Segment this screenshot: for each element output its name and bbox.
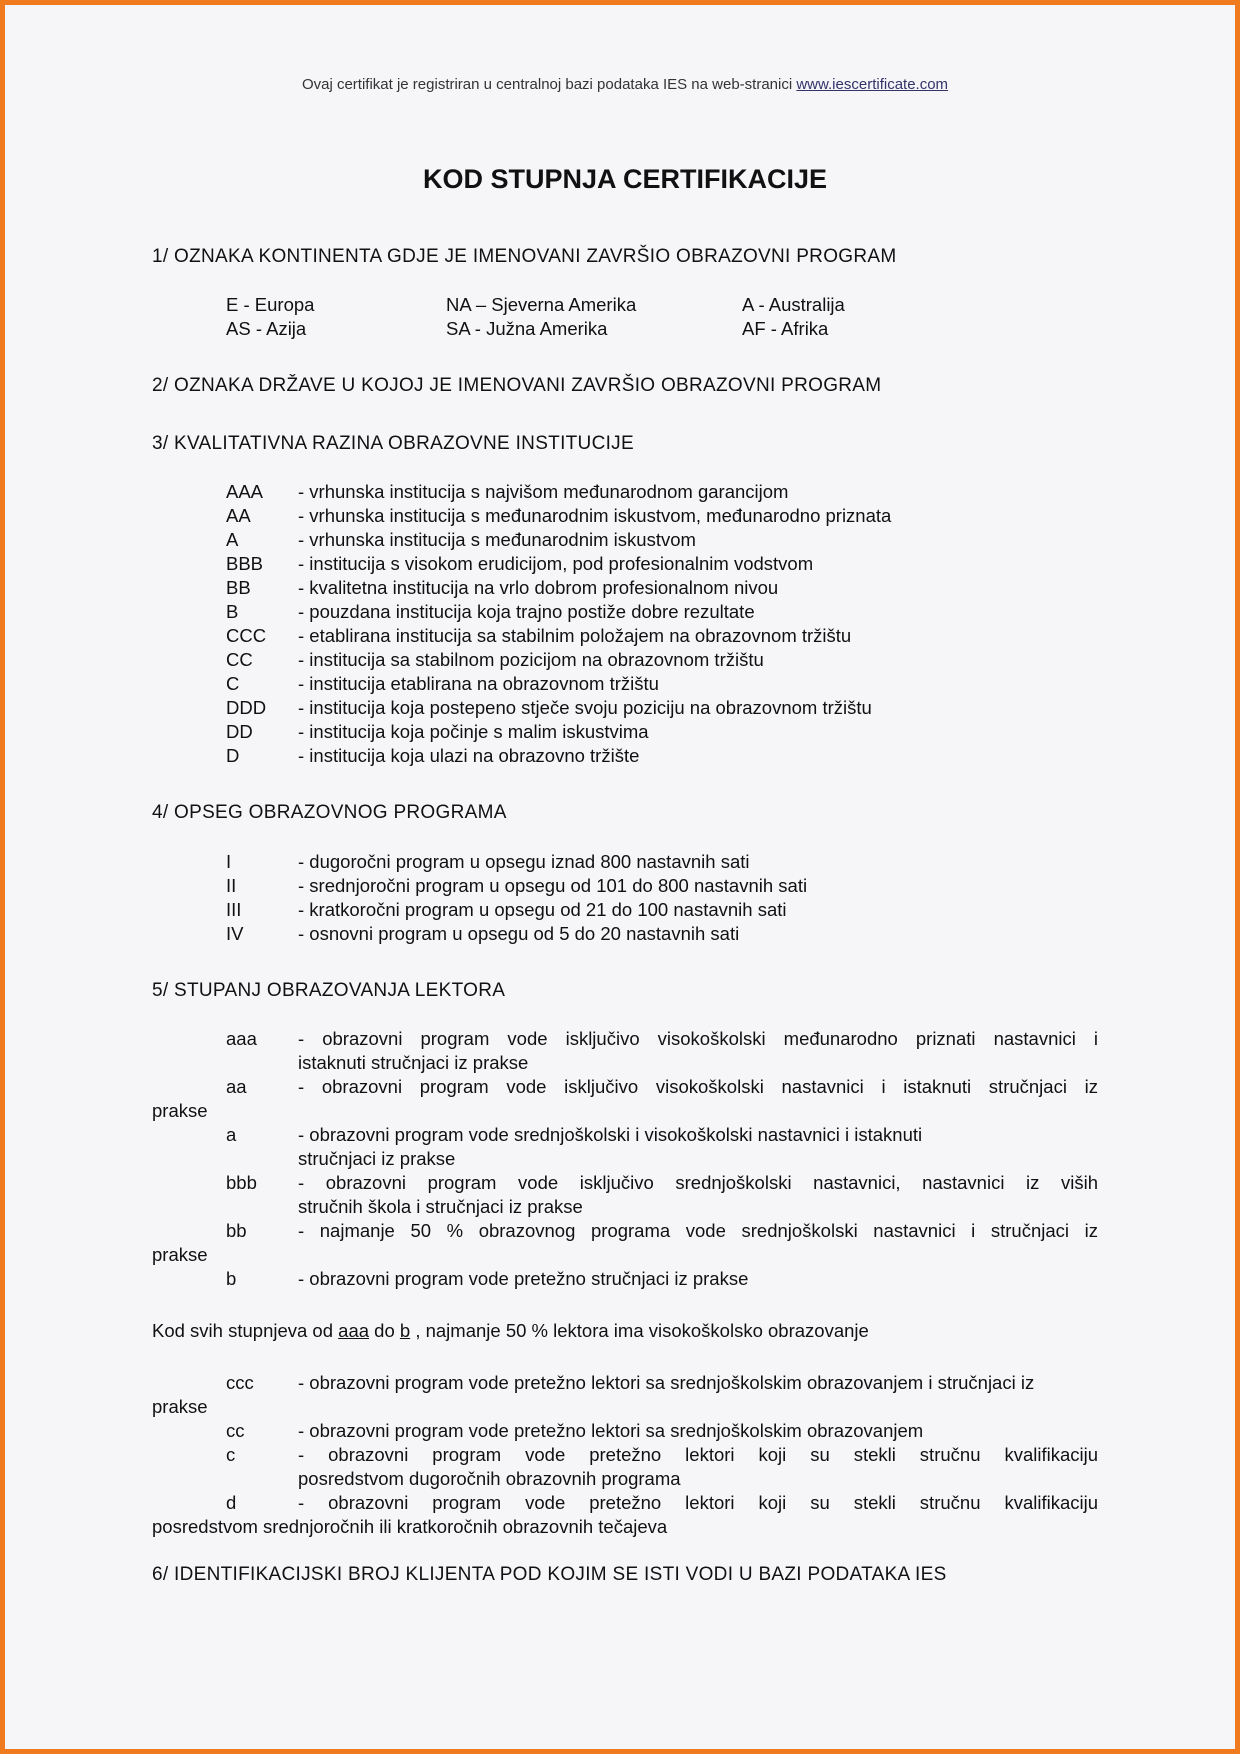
- lecturer-desc-cont: posredstvom dugoročnih obrazovnih programa: [298, 1468, 681, 1489]
- level-desc: - etablirana institucija sa stabilnim položajem na obrazovnom tržištu: [298, 625, 852, 646]
- page-title: KOD STUPNJA CERTIFIKACIJE: [422, 164, 828, 194]
- lecturer-desc-cont: prakse: [152, 1100, 208, 1121]
- section-1-heading: 1/ OZNAKA KONTINENTA GDJE JE IMENOVANI ZAVRŠIO OBRAZOVNI PROGRAM: [152, 246, 897, 267]
- continent-africa: AF - Afrika: [742, 318, 829, 339]
- level-code: D: [226, 745, 240, 766]
- level-code: DDD: [226, 697, 267, 718]
- lecturer-code: a: [226, 1124, 237, 1145]
- level-code: DD: [226, 721, 253, 742]
- lecturer-code: cc: [226, 1420, 245, 1441]
- lecturer-desc: - obrazovni program vode pretežno stručnjaci iz prakse: [298, 1268, 749, 1289]
- lecturer-desc: - obrazovni program vode isključivo visokoškolski međunarodno priznati nastavnici i: [298, 1028, 1098, 1049]
- lecturer-desc-cont: stručnjaci iz prakse: [298, 1148, 456, 1169]
- lecturer-desc: - obrazovni program vode pretežno lektori sa srednjoškolskim obrazovanjem: [298, 1420, 924, 1441]
- lecturer-desc-cont: istaknuti stručnjaci iz prakse: [298, 1052, 529, 1073]
- continent-south-america: SA - Južna Amerika: [446, 318, 608, 339]
- lecturer-desc: - obrazovni program vode isključivo srednjoškolski nastavnici, nastavnici iz viših: [298, 1172, 1098, 1193]
- scope-desc: - dugoročni program u opsegu iznad 800 nastavnih sati: [298, 851, 750, 872]
- scope-code: IV: [226, 923, 244, 944]
- level-code: C: [226, 673, 240, 694]
- level-desc: - institucija s visokom erudicijom, pod profesionalnim vodstvom: [298, 553, 814, 574]
- level-code: AAA: [226, 481, 264, 502]
- level-code: BB: [226, 577, 251, 598]
- section-3-heading: 3/ KVALITATIVNA RAZINA OBRAZOVNE INSTITUCIJE: [152, 433, 634, 454]
- section-5-heading: 5/ STUPANJ OBRAZOVANJA LEKTORA: [152, 980, 506, 1001]
- level-desc: - institucija koja postepeno stječe svoju poziciju na obrazovnom tržištu: [298, 697, 872, 718]
- scope-desc: - srednjoročni program u opsegu od 101 do 800 nastavnih sati: [298, 875, 808, 896]
- level-desc: - institucija koja ulazi na obrazovno tržište: [298, 745, 640, 766]
- level-code: A: [226, 529, 239, 550]
- website-link[interactable]: www.iescertificate.com: [796, 76, 949, 93]
- section-4-heading: 4/ OPSEG OBRAZOVNOG PROGRAMA: [152, 802, 507, 823]
- level-code: BBB: [226, 553, 264, 574]
- lecturer-code: bb: [226, 1220, 247, 1241]
- continent-north-america: NA – Sjeverna Amerika: [446, 294, 637, 315]
- lecturer-desc-cont: stručnih škola i stručnjaci iz prakse: [298, 1196, 583, 1217]
- lecturer-desc-cont: posredstvom srednjoročnih ili kratkoročnih obrazovnih tečajeva: [152, 1516, 668, 1537]
- lecturer-desc: - obrazovni program vode srednjoškolski i visokoškolski nastavnici i istaknuti: [298, 1124, 923, 1145]
- lecturer-desc: - najmanje 50 % obrazovnog programa vode srednjoškolski nastavnici i stručnjaci iz: [298, 1220, 1098, 1241]
- level-desc: - institucija koja počinje s malim iskustvima: [298, 721, 649, 742]
- lecturer-desc-cont: prakse: [152, 1244, 208, 1265]
- level-code: AA: [226, 505, 251, 526]
- lecturer-desc: - obrazovni program vode pretežno lektori koji su stekli stručnu kvalifikaciju: [298, 1444, 1098, 1465]
- lecturer-desc: - obrazovni program vode isključivo visokoškolski nastavnici i istaknuti stručnjaci iz: [298, 1076, 1098, 1097]
- level-code: CCC: [226, 625, 267, 646]
- level-desc: - kvalitetna institucija na vrlo dobrom profesionalnom nivou: [298, 577, 779, 598]
- level-desc: - vrhunska institucija s međunarodnim iskustvom, međunarodno priznata: [298, 505, 892, 526]
- level-desc: - pouzdana institucija koja trajno postiže dobre rezultate: [298, 601, 755, 622]
- lecturer-desc-cont: prakse: [152, 1396, 208, 1417]
- level-desc: - vrhunska institucija s najvišom međunarodnom garancijom: [298, 481, 789, 502]
- level-code: B: [226, 601, 239, 622]
- continent-australia: A - Australija: [742, 294, 845, 315]
- scope-desc: - kratkoročni program u opsegu od 21 do 100 nastavnih sati: [298, 899, 787, 920]
- lecturer-desc: - obrazovni program vode pretežno lektori koji su stekli stručnu kvalifikaciju: [298, 1492, 1098, 1513]
- level-desc: - institucija sa stabilnom pozicijom na obrazovnom tržištu: [298, 649, 764, 670]
- lecturer-code: d: [226, 1492, 237, 1513]
- level-code: CC: [226, 649, 253, 670]
- lecturer-desc: - obrazovni program vode pretežno lektori sa srednjoškolskim obrazovanjem i stručnjaci iz: [298, 1372, 1035, 1393]
- continent-asia: AS - Azija: [226, 318, 307, 339]
- scope-desc: - osnovni program u opsegu od 5 do 20 nastavnih sati: [298, 923, 740, 944]
- level-desc: - institucija etablirana na obrazovnom tržištu: [298, 673, 659, 694]
- section-6-heading: 6/ IDENTIFIKACIJSKI BROJ KLIJENTA POD KOJIM SE ISTI VODI U BAZI PODATAKA IES: [152, 1564, 947, 1585]
- lecturer-code: bbb: [226, 1172, 257, 1193]
- lecturer-code: b: [226, 1268, 237, 1289]
- registration-note: Ovaj certifikat je registriran u centralnoj bazi podataka IES na web-stranici www.iescertificate.com: [301, 76, 949, 93]
- lecturer-note: Kod svih stupnjeva od aaa do b , najmanje 50 % lektora ima visokoškolsko obrazovanje: [152, 1320, 869, 1341]
- scope-code: III: [226, 899, 242, 920]
- scope-code: I: [226, 851, 232, 872]
- lecturer-code: aa: [226, 1076, 247, 1097]
- continent-europe: E - Europa: [226, 294, 315, 315]
- lecturer-code: aaa: [226, 1028, 257, 1049]
- section-2-heading: 2/ OZNAKA DRŽAVE U KOJOJ JE IMENOVANI ZAVRŠIO OBRAZOVNI PROGRAM: [152, 375, 882, 396]
- scope-code: II: [226, 875, 237, 896]
- lecturer-code: ccc: [226, 1372, 254, 1393]
- level-desc: - vrhunska institucija s međunarodnim iskustvom: [298, 529, 696, 550]
- lecturer-code: c: [226, 1444, 236, 1465]
